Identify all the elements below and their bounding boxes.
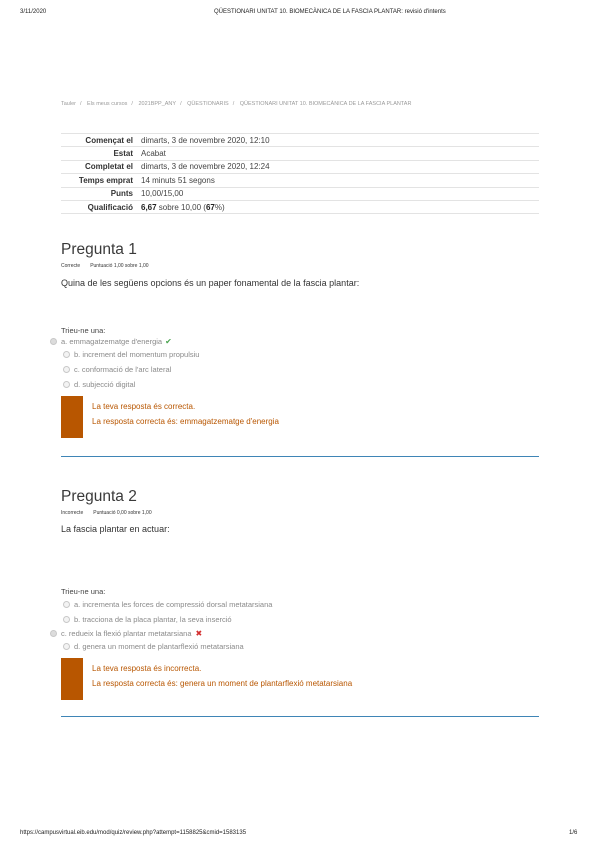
- summary-value: Acabat: [141, 147, 539, 160]
- summary-value: 14 minuts 51 segons: [141, 174, 539, 187]
- question-2-option-d[interactable]: [63, 642, 244, 651]
- feedback-result: La teva resposta és incorrecta.: [92, 664, 202, 673]
- question-1-status: Correcte: [61, 263, 81, 269]
- option-label: d. subjecció digital: [74, 380, 136, 389]
- breadcrumb-item-dashboard[interactable]: Tauler: [61, 101, 76, 107]
- summary-value: 10,00/15,00: [141, 187, 539, 200]
- option-label: c. conformació de l'arc lateral: [74, 365, 172, 374]
- question-1-prompt: Trieu-ne una:: [61, 326, 106, 335]
- summary-label: Completat el: [61, 160, 141, 173]
- attempt-summary-table: [61, 133, 539, 214]
- question-2-status: Incorrecte: [61, 510, 84, 516]
- radio-button[interactable]: [63, 616, 70, 623]
- radio-button[interactable]: [63, 366, 70, 373]
- summary-label: Punts: [61, 187, 141, 200]
- radio-button[interactable]: [63, 643, 70, 650]
- grade-out-of: sobre 10,00 (: [156, 202, 206, 212]
- feedback-marker: [61, 658, 83, 700]
- summary-row: [61, 160, 539, 173]
- grade-value: [141, 200, 539, 213]
- question-2-option-a[interactable]: [63, 600, 272, 609]
- option-label: b. tracciona de la placa plantar, la seva inserció: [74, 615, 232, 624]
- breadcrumb-item-my-courses[interactable]: Els meus cursos: [87, 101, 128, 107]
- option-label: d. genera un moment de plantarflexió metatarsiana: [74, 642, 244, 651]
- question-divider: [61, 456, 539, 457]
- summary-label: Començat el: [61, 134, 141, 147]
- cross-icon: ✖: [195, 629, 203, 638]
- question-2-title: Pregunta 2: [61, 488, 137, 505]
- question-1-info: [61, 263, 149, 269]
- summary-row: [61, 134, 539, 147]
- question-divider: [61, 716, 539, 717]
- radio-button[interactable]: [63, 601, 70, 608]
- question-2-info: [61, 510, 152, 516]
- question-2-text: La fascia plantar en actuar:: [61, 524, 170, 534]
- check-icon: ✔: [165, 337, 172, 346]
- question-2-option-b[interactable]: [63, 615, 232, 624]
- question-1-title: Pregunta 1: [61, 241, 137, 258]
- radio-button[interactable]: [63, 381, 70, 388]
- breadcrumb-item-section[interactable]: QÜESTIONARIS: [187, 101, 229, 107]
- question-1-option-a[interactable]: [50, 337, 172, 346]
- radio-button-selected[interactable]: [50, 630, 57, 637]
- summary-value: dimarts, 3 de novembre 2020, 12:10: [141, 134, 539, 147]
- feedback-correct-answer: La resposta correcta és: genera un moment de plantarflexió metatarsiana: [92, 679, 353, 688]
- grade-score: 6,67: [141, 202, 157, 212]
- question-1-text: Quina de les següens opcions és un paper fonamental de la fascia plantar:: [61, 278, 360, 288]
- summary-row: [61, 174, 539, 187]
- summary-label: Estat: [61, 147, 141, 160]
- option-label: a. incrementa les forces de compressió dorsal metatarsiana: [74, 600, 273, 609]
- print-title: QÜESTIONARI UNITAT 10. BIOMECÀNICA DE LA FASCIA PLANTAR: revisió d'intents: [214, 9, 446, 15]
- feedback-result: La teva resposta és correcta.: [92, 402, 196, 411]
- summary-row: [61, 147, 539, 160]
- print-url: https://campusvirtual.eib.edu/mod/quiz/review.php?attempt=1158825&cmid=1583135: [20, 830, 247, 836]
- radio-button-selected[interactable]: [50, 338, 57, 345]
- print-date: 3/11/2020: [20, 9, 47, 15]
- summary-row: [61, 200, 539, 213]
- question-1-score: Puntuació 1,00 sobre 1,00: [90, 263, 149, 269]
- question-1-option-d[interactable]: [63, 380, 135, 389]
- summary-label: Temps emprat: [61, 174, 141, 187]
- summary-label: Qualificació: [61, 200, 141, 213]
- feedback-correct-answer: La resposta correcta és: emmagatzematge d'energia: [92, 417, 279, 426]
- grade-percent-close: %): [214, 202, 225, 212]
- breadcrumb: Tauler / Els meus cursos / 2021BPP_ANY / QÜESTIONARIS / QÜESTIONARI UNITAT 10. BIOMECÀNICA DE LA FASCIA PLANTAR: [61, 101, 412, 107]
- option-label: a. emmagatzematge d'energia: [61, 337, 163, 346]
- breadcrumb-item-quiz[interactable]: QÜESTIONARI UNITAT 10. BIOMECÀNICA DE LA FASCIA PLANTAR: [239, 101, 412, 107]
- grade-percent: 67: [205, 202, 215, 212]
- summary-value: dimarts, 3 de novembre 2020, 12:24: [141, 160, 539, 173]
- question-2-score: Puntuació 0,00 sobre 1,00: [93, 510, 152, 516]
- print-page-number: 1/6: [569, 830, 578, 836]
- radio-button[interactable]: [63, 351, 70, 358]
- feedback-marker: [61, 396, 83, 438]
- question-2-feedback: [61, 658, 539, 700]
- option-label: c. redueix la flexió plantar metatarsiana: [61, 629, 192, 638]
- summary-row: [61, 187, 539, 200]
- question-2-prompt: Trieu-ne una:: [61, 587, 106, 596]
- question-1-option-b[interactable]: [63, 350, 199, 359]
- question-1-option-c[interactable]: [63, 365, 171, 374]
- breadcrumb-item-course[interactable]: 2021BPP_ANY: [138, 101, 177, 107]
- question-1-feedback: [61, 396, 539, 438]
- question-2-option-c[interactable]: [50, 629, 202, 638]
- option-label: b. increment del momentum propulsiu: [74, 350, 200, 359]
